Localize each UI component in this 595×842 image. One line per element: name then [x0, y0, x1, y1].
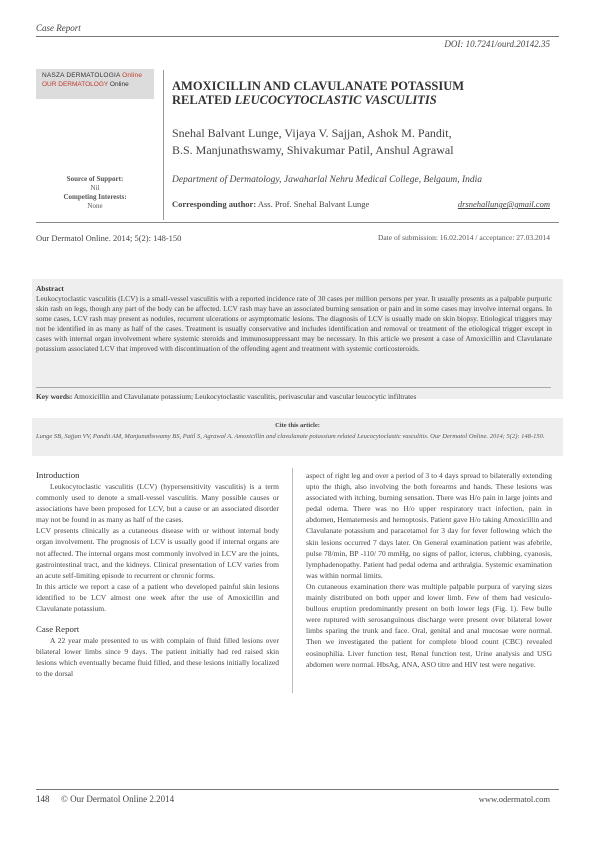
- page-number: 148: [36, 794, 50, 804]
- case-paragraph-3: On cutaneous examination there was multiple palpable purpura of varying sizes mainly distributed on both upper and lower limb. Few of them had vesiculo-bullous eruption predominantly present on both lower legs (Fig. 1). Few bulle were ruptured with serosanguinous discharge were present over bilateral lower limbs sparing the trunk and face. Oral, genital and anal mucosae were normal. Then we investigated the patient for complete blood count (CBC) revealed eosinophilia. Liver function test, Renal function test, Urine analysis and USG abdomen were normal. HbsAg, ANA, ASO titre and HIV test were negative.: [306, 581, 552, 669]
- affiliation: Department of Dermatology, Jawaharlal Nehru Medical College, Belgaum, India: [172, 175, 483, 185]
- keywords: [36, 392, 551, 401]
- column-divider: [292, 468, 293, 693]
- journal-reference: Our Dermatol Online. 2014; 5(2): 148-150: [36, 233, 182, 243]
- cite-heading: Cite this article:: [275, 422, 320, 429]
- corr-email-link[interactable]: drsnehallunge@gmail.com: [457, 199, 550, 209]
- support-value: Nil: [90, 184, 100, 192]
- interests-value: None: [87, 202, 103, 210]
- logo-line-2: [42, 81, 148, 88]
- intro-paragraph-3: In this article we report a case of a patient who developed painful skin lesions identified to be LCV almost one week after the use of Amoxicillin and Clavulanate potassium.: [36, 581, 279, 614]
- case-paragraph-2: aspect of right leg and over a period of 3 to 4 days spread to bilaterally extending upto the thigh, also involving the both forearms and hands. These lesions was associated with itching, burning sensation. There was H/o pain in large joints and pedal odema. There was no H/o upper respiratory tract infection, pain in abdomen, Hematemesis and hemoptosis. Patient gave H/o taking Amoxicillin and Clavulanate potassium and paracetamol for 3 day for fever following which the skin lesions occurred 7 days later. On General examination patient was afebrile, pulse 78/min, BP -110/ 70 mmHg, no signs of pallor, icterus, clubbing, cyanosis, lymphadenopathy. Patient had pedal odema and arthralgia. Systemic examination was within normal limits.: [306, 471, 552, 580]
- intro-paragraph-1: Leukocytoclastic vasculitis (LCV) (hypersensitivity vasculitis) is a term commonly used to denote a small-vessel vasculitis. Many possible causes or associations have been proposed for LCV, but a cause or an associated disorder may not be found in as many as half of the cases.: [36, 482, 279, 525]
- logo-text-1a: NASZA DERMATOLOGIA: [42, 72, 121, 79]
- interests-label: Competing Interests:: [63, 193, 127, 201]
- doi-text: DOI: 10.7241/ourd.20142.35: [444, 39, 550, 49]
- intro-heading: Introduction: [36, 470, 80, 480]
- keywords-value: Amoxicillin and Clavulanate potassium; Leukocytoclastic vasculitis, perivascular and vascular leucocytic infiltrates: [73, 392, 417, 401]
- section-label: Case Report: [36, 23, 81, 33]
- logo-line-1: [42, 72, 148, 79]
- copyright: © Our Dermatol Online 2.2014: [61, 794, 175, 804]
- title-line-2-plain: RELATED: [172, 93, 235, 107]
- corresponding-author: [172, 199, 369, 209]
- case-paragraph-1: A 22 year male presented to us with complain of fluid filled lesions over bilateral lower limbs since 9 days. The patient initially had red raised skin lesions which eventually became fluid filled, and these lesions initially localized to the dorsal: [36, 636, 279, 679]
- abstract-heading: Abstract: [36, 284, 64, 293]
- header-rule: [36, 36, 559, 37]
- left-column: [36, 470, 279, 680]
- support-block: [40, 175, 150, 211]
- intro-paragraph-2: LCV presents clinically as a cutaneous disease with or without internal body organ involvement. The prognosis of LCV is usually good if internal organs are not affected. The internal organs most commonly involved in LCV are the joints, gastrointestinal tract, and the kidneys. Clinical presentation of LCV varies from an acute self-limiting episode to recurrent or chronic forms.: [36, 526, 279, 580]
- corr-label: Corresponding author:: [172, 199, 257, 209]
- keywords-label: Key words:: [36, 392, 73, 401]
- support-label: Source of Support:: [66, 175, 124, 183]
- title-line-1: AMOXICILLIN AND CLAVULANATE POTASSIUM: [172, 79, 465, 93]
- logo-text-2a: OUR DERMATOLOGY: [42, 81, 109, 88]
- author-list: [172, 125, 552, 159]
- footer-rule: [36, 789, 559, 790]
- website-link[interactable]: www.odermatol.com: [478, 794, 550, 804]
- right-column: [306, 470, 552, 670]
- cite-text: Lunge SB, Sajjan VV, Pandit AM, Manjunathswamy BS, Patil S, Agrawal A. Amoxicillin and clavulanate potassium related Leucocytoclastic vasculitis. Our Dermatol Online. 2014; 5(2): 148-150.: [36, 433, 545, 440]
- title-line-2: [172, 93, 532, 107]
- title-line-2-italic: LEUCOCYTOCLASTIC VASCULITIS: [234, 93, 437, 107]
- meta-rule: [36, 222, 559, 223]
- article-title: [172, 79, 532, 107]
- logo-text-1b: Online: [122, 72, 143, 79]
- corr-name: Ass. Prof. Snehal Balvant Lunge: [257, 199, 370, 209]
- logo-text-2b: Online: [109, 81, 129, 88]
- header-divider: [163, 70, 164, 220]
- submission-dates: Date of submission: 16.02.2014 / acceptance: 27.03.2014: [377, 233, 550, 242]
- authors-line-1: Snehal Balvant Lunge, Vijaya V. Sajjan, Ashok M. Pandit,: [172, 126, 452, 140]
- abstract-text: Leukocytoclastic vasculitis (LCV) is a small-vessel vasculitis with a reported incidence rate of 30 cases per million persons per year. It usually presents as a palpable purpuric skin rash on legs, though any part of the body can be affected. LCV rash may have an associated burning sensation or pain and in some cases may involve internal organs. In some cases, LCV rash may present as nodules, recurrent ulcerations or asymptomatic lesions. The diagnosis of LCV is usually made on skin biopsy. Etiological triggers may not be identified in as many as half of the cases. Treatment is usually conservative and includes identification and removal or treatment of the etiological trigger except in cases with internal organ involvement where systemic steroids and immunosuppressant may be necessary. In this article we present a case of Amoxicillin and Clavulanate potassium associated LCV that improved with discontinuation of the offending agent and treatment with systemic corticosteroids.: [36, 294, 552, 354]
- journal-logo: [36, 69, 154, 99]
- keywords-rule: [36, 387, 551, 388]
- case-heading: Case Report: [36, 624, 80, 635]
- authors-line-2: B.S. Manjunathswamy, Shivakumar Patil, Anshul Agrawal: [172, 143, 454, 157]
